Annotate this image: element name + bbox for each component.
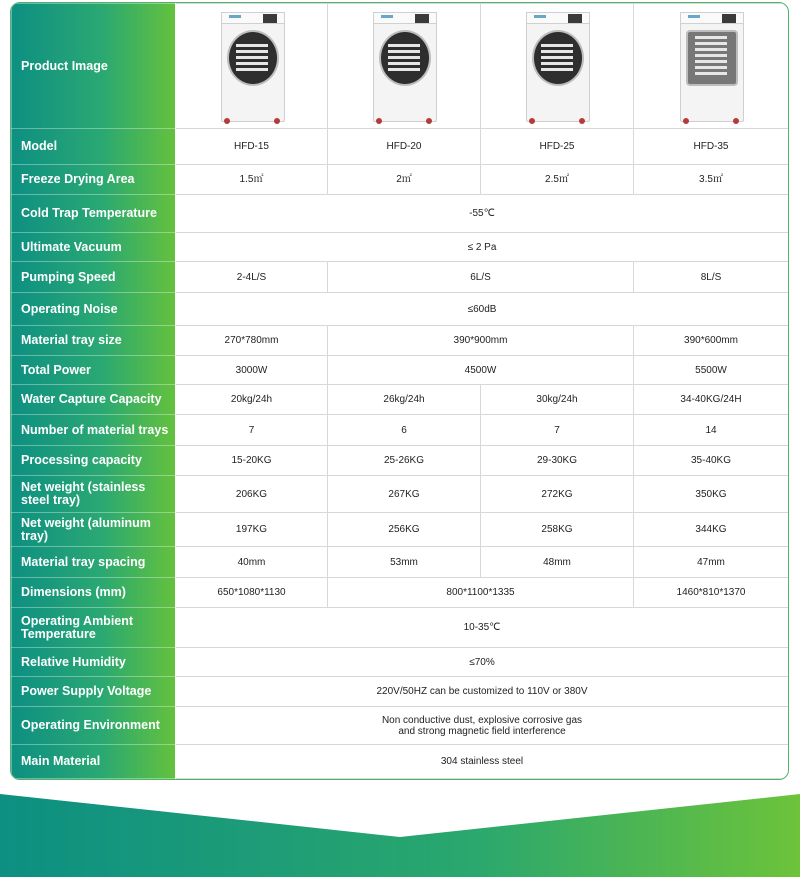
spec-table-frame [10,2,789,780]
row-nw-al [12,513,789,547]
label-spacing: Material tray spacing [12,547,176,578]
cell: 272KG [481,476,634,513]
cell: 35-40KG [634,446,789,476]
cell [176,707,789,745]
cell: 20kg/24h [176,385,328,415]
cell: -55℃ [176,195,789,233]
cell: 267KG [328,476,481,513]
row-power [12,356,789,385]
cell: 270*780mm [176,326,328,356]
row-pumping [12,262,789,293]
cell: 800*1100*1335 [328,578,634,608]
label-material: Main Material [12,745,176,779]
cell: 5500W [634,356,789,385]
label-humidity: Relative Humidity [12,648,176,677]
cell: ≤60dB [176,293,789,326]
row-nw-steel [12,476,789,513]
row-spacing [12,547,789,578]
cell: 206KG [176,476,328,513]
cell: 304 stainless steel [176,745,789,779]
row-ambient [12,608,789,648]
row-voltage [12,677,789,707]
bottom-banner [0,780,800,877]
row-processing [12,446,789,476]
label-processing: Processing capacity [12,446,176,476]
label-product-image: Product Image [12,4,176,129]
label-cold-trap: Cold Trap Temperature [12,195,176,233]
spec-table [11,3,789,779]
cell: 47mm [634,547,789,578]
cell: ≤70% [176,648,789,677]
row-num-trays [12,415,789,446]
cell: 350KG [634,476,789,513]
cell: 6 [328,415,481,446]
row-water [12,385,789,415]
cell: 2.5㎡ [481,165,634,195]
freeze-dryer-image [526,12,588,124]
environment-text: Non conductive dust, explosive corrosive gas and strong magnetic field interference [381,714,583,737]
cell: HFD-35 [634,129,789,165]
label-dimensions: Dimensions (mm) [12,578,176,608]
cell: 390*600mm [634,326,789,356]
cell: 4500W [328,356,634,385]
label-nw-steel: Net weight (stainless steel tray) [12,476,176,513]
freeze-dryer-image [221,12,283,124]
label-tray-size: Material tray size [12,326,176,356]
cell: 2㎡ [328,165,481,195]
cell: HFD-20 [328,129,481,165]
cell: 197KG [176,513,328,547]
product-image-hfd25 [481,4,634,129]
cell: 3000W [176,356,328,385]
label-num-trays: Number of material trays [12,415,176,446]
cell: 10-35℃ [176,608,789,648]
label-environment: Operating Environment [12,707,176,745]
label-voltage: Power Supply Voltage [12,677,176,707]
cell: 7 [176,415,328,446]
cell: 2-4L/S [176,262,328,293]
row-tray-size [12,326,789,356]
cell: 8L/S [634,262,789,293]
label-vacuum: Ultimate Vacuum [12,233,176,262]
label-ambient: Operating Ambient Temperature [12,608,176,648]
product-image-hfd35 [634,4,789,129]
cell: 220V/50HZ can be customized to 110V or 380V [176,677,789,707]
cell: 3.5㎡ [634,165,789,195]
freeze-dryer-image [680,12,742,124]
row-freeze-area [12,165,789,195]
cell: 6L/S [328,262,634,293]
cell: 650*1080*1130 [176,578,328,608]
cell: ≤ 2 Pa [176,233,789,262]
row-dimensions [12,578,789,608]
cell: 390*900mm [328,326,634,356]
cell: 34-40KG/24H [634,385,789,415]
label-noise: Operating Noise [12,293,176,326]
cell: 7 [481,415,634,446]
label-freeze-area: Freeze Drying Area [12,165,176,195]
cell: HFD-15 [176,129,328,165]
row-vacuum [12,233,789,262]
label-water: Water Capture Capacity [12,385,176,415]
cell: 15-20KG [176,446,328,476]
row-noise [12,293,789,326]
cell: 26kg/24h [328,385,481,415]
cell: 53mm [328,547,481,578]
row-product-image [12,4,789,129]
cell: 256KG [328,513,481,547]
label-power: Total Power [12,356,176,385]
product-image-hfd20 [328,4,481,129]
cell: 344KG [634,513,789,547]
product-image-hfd15 [176,4,328,129]
cell: 48mm [481,547,634,578]
cell: 29-30KG [481,446,634,476]
cell: 14 [634,415,789,446]
label-nw-al: Net weight (aluminum tray) [12,513,176,547]
label-model: Model [12,129,176,165]
cell: HFD-25 [481,129,634,165]
row-model [12,129,789,165]
row-humidity [12,648,789,677]
cell: 258KG [481,513,634,547]
cell: 1.5㎡ [176,165,328,195]
cell: 25-26KG [328,446,481,476]
row-material [12,745,789,779]
row-environment [12,707,789,745]
label-pumping: Pumping Speed [12,262,176,293]
cell: 1460*810*1370 [634,578,789,608]
cell: 30kg/24h [481,385,634,415]
cell: 40mm [176,547,328,578]
freeze-dryer-image [373,12,435,124]
row-cold-trap [12,195,789,233]
